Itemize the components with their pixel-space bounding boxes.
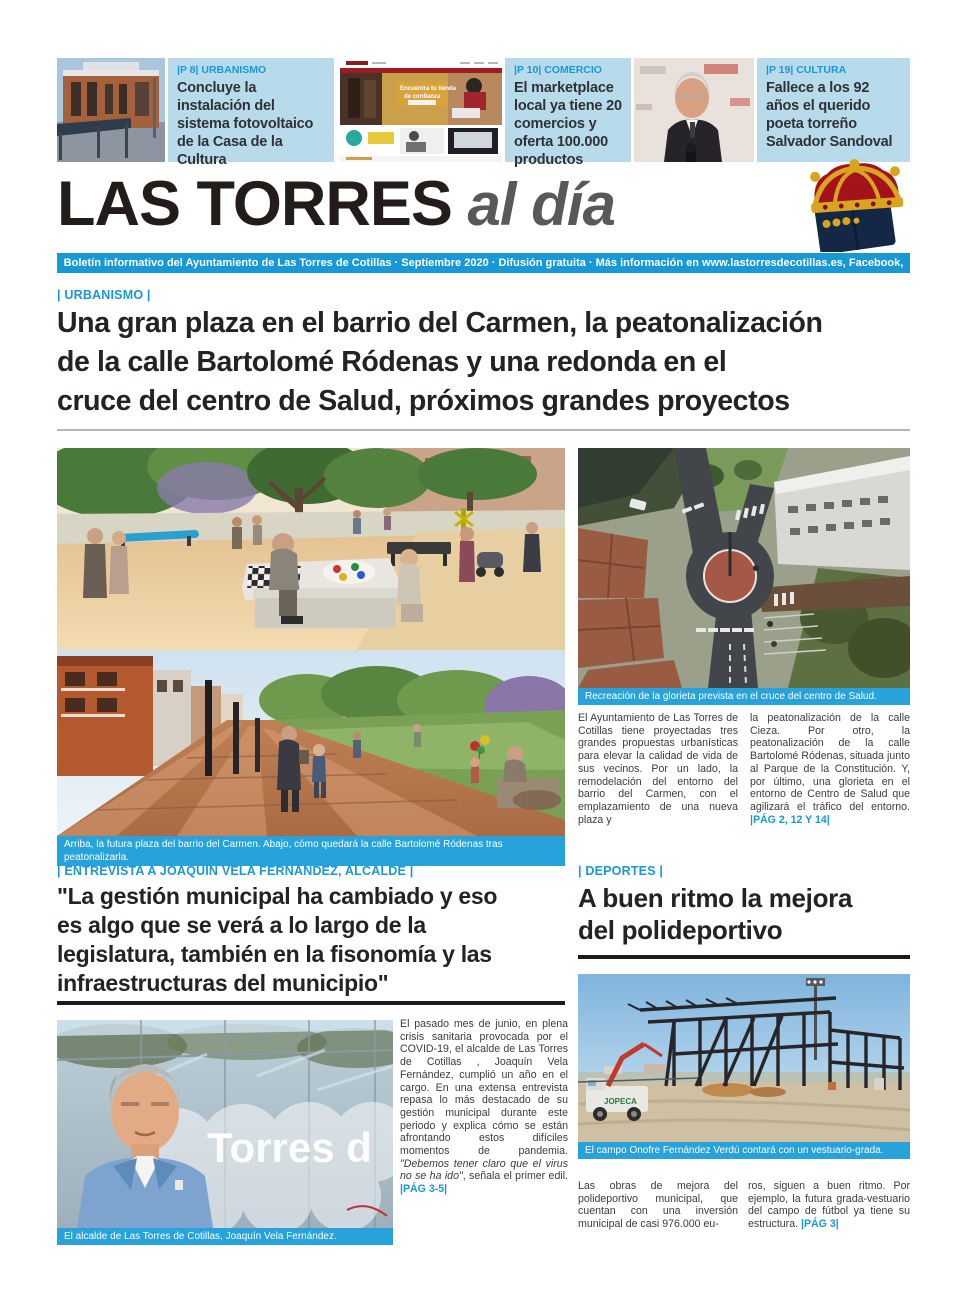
interview-rule: [57, 1001, 565, 1005]
sports-kicker: | DEPORTES |: [578, 864, 664, 878]
glass-wall-text: Torres d: [207, 1124, 372, 1171]
sports-body-col2: [748, 1180, 910, 1231]
construction-photo-illustration: [578, 974, 910, 1142]
teaser-urbanismo-title: Concluye la instalación del sistema fotovoltaico de la Casa de la Cultura: [177, 80, 314, 168]
divider-rule: [57, 429, 910, 431]
plaza-rendering-illustration: [57, 448, 565, 650]
sports-body-col2-text: ros, siguen a buen ritmo. Por ejemplo, la futura grada-vestuario del campo de fútbol ya tiene su estructura.: [748, 1180, 910, 1231]
sports-headline: [578, 882, 918, 946]
teaser-urbanismo: [168, 58, 334, 168]
teaser-photo-marketplace: [340, 58, 502, 162]
lead-page-ref: |PÁG 2, 12 Y 14|: [750, 813, 830, 826]
teaser-comercio: [505, 58, 631, 168]
sports-body-col1: Las obras de mejora del polideportivo municipal, que cuentan con una inversión municipal de casi 976.000 eu-: [578, 1180, 738, 1231]
interview-headline: [57, 882, 572, 998]
roundabout-aerial-illustration: [578, 448, 910, 688]
interview-headline-line1: "La gestión municipal ha cambiado y eso: [57, 883, 498, 909]
poet-photo-illustration: [634, 58, 754, 162]
masthead-title: LAS TORRES: [57, 169, 452, 239]
mayor-photo-caption: El alcalde de Las Torres de Cotillas, Joaquín Vela Fernández.: [57, 1228, 393, 1245]
marketplace-banner-line2: de confianza: [404, 94, 441, 100]
street-rendering-illustration: [57, 650, 565, 836]
truck-side-text: JOPECA: [604, 1097, 637, 1106]
teaser-cultura-kicker: |P 19| CULTURA: [766, 64, 847, 76]
marketplace-screenshot-illustration: [340, 58, 502, 162]
marketplace-banner-line1: Encuentra tu tienda: [400, 86, 457, 92]
lead-headline: [57, 304, 927, 421]
masthead-title-suffix: al día: [451, 171, 615, 238]
street-rendering-photo: [57, 650, 565, 836]
construction-photo-caption: El campo Onofre Fernández Verdú contará con un vestuario-grada.: [578, 1142, 910, 1159]
teaser-comercio-title: El marketplace local ya tiene 20 comercios y oferta 100.000 productos: [514, 80, 622, 168]
lead-headline-line3: cruce del centro de Salud, próximos grandes proyectos: [57, 385, 790, 417]
masthead: [57, 168, 615, 240]
interview-body-quote: "Debemos tener claro que el virus no se ha ido": [400, 1157, 568, 1183]
construction-photo: [578, 974, 910, 1142]
teaser-photo-poeta: [634, 58, 754, 162]
sports-headline-line2: del polideportivo: [578, 915, 783, 945]
sports-headline-line1: A buen ritmo la mejora: [578, 883, 853, 913]
teaser-cultura: [757, 58, 910, 162]
lead-body-col2: [750, 712, 910, 826]
roundabout-aerial-photo: [578, 448, 910, 688]
teaser-urbanismo-kicker: |P 8| URBANISMO: [177, 64, 267, 76]
interview-headline-line4: infraestructuras del municipio": [57, 970, 389, 996]
lead-body-col1: El Ayuntamiento de Las Torres de Cotillas tiene proyectadas tres grandes propuestas urbanísticas para elevar la calidad de vida de sus vecinos. Por un lado, la remodelación del entorno del barrio del Carmen, con el emplazamiento de una nueva plaza y: [578, 712, 738, 826]
teaser-comercio-kicker: |P 10| COMERCIO: [514, 64, 602, 76]
interview-headline-line3: legislatura, también en la fisonomía y las: [57, 941, 492, 967]
masthead-logo: [794, 158, 916, 252]
lead-body-col2-text: la peatonalización de la calle Cieza. Por otro, la peatonalización de la calle Bartolomé Ródenas, situada junto al Parque de la Constitución. Y, por último, una glorieta en el entorno de Centro de Salud que agilizará el tráfico del entorno.: [750, 712, 910, 813]
lead-headline-line2: de la calle Bartolomé Ródenas y una redonda en el: [57, 346, 727, 378]
interview-kicker: | ENTREVISTA A JOAQUÍN VELA FERNÁNDEZ, ALCALDE |: [57, 864, 414, 878]
teaser-cultura-title: Fallece a los 92 años el querido poeta torreño Salvador Sandoval: [766, 80, 893, 150]
lead-kicker: | URBANISMO |: [57, 288, 151, 302]
interview-body-intro: El pasado mes de junio, en plena crisis sanitaria provocada por el COVID-19, el alcalde de Las Torres de Cotillas , Joaquín Vela Fernández, cumplió un año en el cargo. En una extensa entrevista repasa lo más destacado de su gestión municipal durante este periodo y explica cómo se están afrontando estos difíciles momentos de pandemia.: [400, 1018, 568, 1158]
sports-page-ref: |PÁG 3|: [801, 1218, 839, 1231]
interview-body-outro: , señala el primer edil.: [462, 1170, 568, 1183]
sports-rule: [578, 955, 910, 959]
crown-tower-logo-icon: [794, 158, 916, 252]
lead-headline-line1: Una gran plaza en el barrio del Carmen, la peatonalización: [57, 307, 823, 339]
teaser-photo-casa-cultura: [57, 58, 165, 162]
mayor-photo-illustration: [57, 1020, 393, 1228]
interview-page-ref: |PÁG 3-5|: [400, 1183, 448, 1196]
masthead-tagline: Boletín informativo del Ayuntamiento de Las Torres de Cotillas · Septiembre 2020 · Difusión gratuita · Más información en www.lastorresdecotillas.es, Facebook, Twitter e Instagram: [57, 253, 910, 273]
plaza-rendering-photo: [57, 448, 565, 650]
left-photo-caption: Arriba, la futura plaza del barrio del Carmen. Abajo, cómo quedará la calle Bartolomé Ródenas tras peatonalizarla.: [57, 836, 565, 866]
right-photo-caption: Recreación de la glorieta prevista en el cruce del centro de Salud.: [578, 688, 910, 705]
interview-body: [400, 1018, 568, 1196]
casa-cultura-photo-illustration: [57, 58, 165, 162]
mayor-photo: [57, 1020, 393, 1228]
interview-headline-line2: es algo que se verá a lo largo de la: [57, 912, 426, 938]
